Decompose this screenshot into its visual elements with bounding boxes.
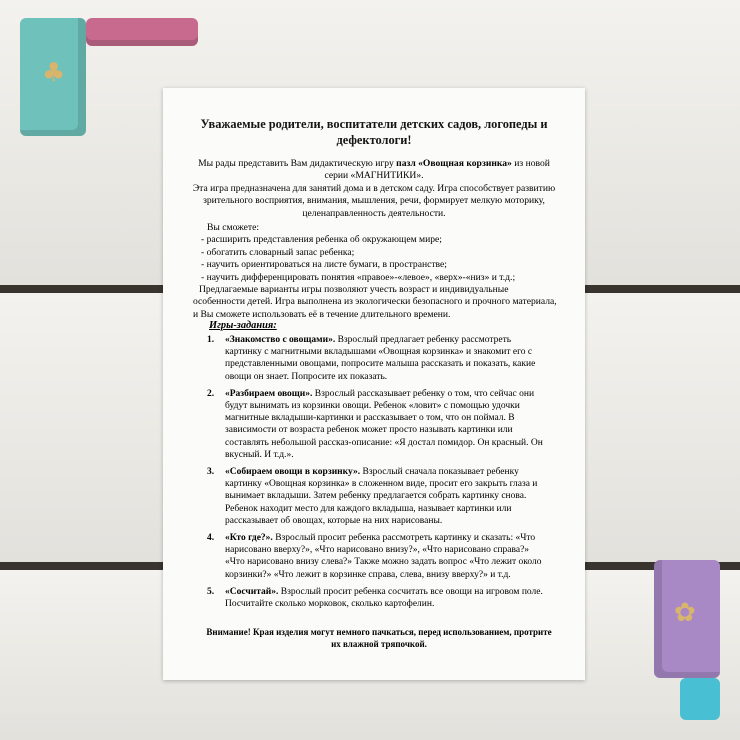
task-number: 2.	[207, 388, 215, 399]
document-title: Уважаемые родители, воспитатели детских садов, логопеды и дефектологи!	[200, 117, 548, 147]
task-number: 5.	[207, 586, 215, 597]
warning-note: Внимание! Края изделия могут немного пачкаться, перед использованием, протрите их влажной тряпочкой.	[206, 627, 552, 649]
benefit-item: - расширить представления ребенка об окружающем мире;	[201, 234, 442, 246]
task-name: «Разбираем овощи».	[225, 388, 313, 399]
task-name: «Кто где?».	[225, 533, 273, 544]
intro-text: из новой серии «МАГНИТИКИ».	[324, 158, 550, 182]
toy-block-cyan	[680, 678, 720, 720]
product-name: пазл «Овощная корзинка»	[396, 158, 512, 169]
task-name: «Сосчитай».	[225, 586, 279, 597]
block-symbol-icon: ♣	[42, 58, 66, 88]
task-text: Взрослый предлагает ребенку рассмотреть картинку с магнитными вкладышами «Овощная корзинка» и знакомит его с представленными овощами, попросите малыша рассказать и показать, какие овощи он знает. Попросите их показать.	[225, 335, 536, 382]
task-number: 3.	[207, 467, 215, 478]
task-item	[207, 532, 549, 581]
task-text: Взрослый рассказывает ребенку о том, что сейчас они будут вынимать из корзинки овощи. Ребенок «ловит» с помощью удочки магнитные вкладыши-картинки и рассказывает о том, что он поймал. В зависимости от возраста ребенок может просто называть картинки или составлять небольшой рассказ-описание: «Я достал помидор. Он красный. Он вкусный. И т.д.».	[225, 388, 543, 460]
tasks-heading: Игры-задания:	[209, 320, 277, 331]
task-item	[207, 586, 549, 610]
toy-block-teal	[20, 18, 86, 136]
task-text: Взрослый просит ребенка рассмотреть картинку и сказать: «Что нарисовано вверху?», «Что нарисовано внизу?», «Что нарисовано справа?» «Что нарисовано внизу слева?» Также можно задать вопрос «Что лежит около корзинки?» «Что лежит в корзинке справа, слева, внизу вверху?» и т.д.	[225, 533, 542, 580]
task-name: «Знакомство с овощами».	[225, 335, 336, 345]
block-symbol-icon: ✿	[674, 598, 696, 628]
task-item	[207, 334, 549, 383]
intro-purpose: Эта игра предназначена для занятий дома и в детском саду. Игра способствует развитию зрительного восприятия, внимания, мышления, речи, формирует мелкую моторику, целенаправленность деятельности.	[192, 182, 556, 219]
benefit-item: - научить дифференцировать понятия «правое»-«левое», «верх»-«низ» и т.д.;	[201, 271, 516, 283]
instruction-sheet	[163, 88, 585, 680]
benefits-heading: Вы сможете:	[207, 222, 260, 233]
benefits-section	[193, 222, 559, 321]
intro-text: Мы рады представить Вам дидактическую игру	[198, 158, 397, 169]
task-name: «Собираем овощи в корзинку».	[225, 467, 361, 478]
task-text: Взрослый сначала показывает ребенку картинку «Овощная корзинка» в сложенном виде, просит его закрыть глаза и вынимает вкладыши. Затем ребенку предлагается собрать картинку снова. Ребенок находит место для каждого вкладыша, называет картинки или рассказывает об овощах, которые на них нарисованы.	[225, 467, 538, 526]
variants-paragraph: Предлагаемые варианты игры позволяют учесть возраст и индивидуальные особенности детей. Игра выполнена из экологически безопасного и прочного материала, и Вы сможете использовать её в течение длительного времени.	[193, 284, 557, 320]
toy-block-pink	[86, 18, 198, 46]
task-list	[207, 334, 549, 615]
benefit-item: - обогатить словарный запас ребенка;	[201, 246, 355, 258]
task-number: 4.	[207, 533, 215, 544]
intro-paragraph	[189, 158, 559, 220]
benefit-item: - научить ориентироваться на листе бумаги, в пространстве;	[201, 259, 447, 271]
task-item	[207, 466, 549, 527]
task-number: 1.	[207, 335, 215, 345]
task-item	[207, 388, 549, 461]
task-text: Взрослый просит ребенка сосчитать все овощи на игровом поле. Посчитайте сколько морковок, сколько картофелин.	[225, 586, 543, 610]
toy-block-lilac	[654, 560, 720, 678]
